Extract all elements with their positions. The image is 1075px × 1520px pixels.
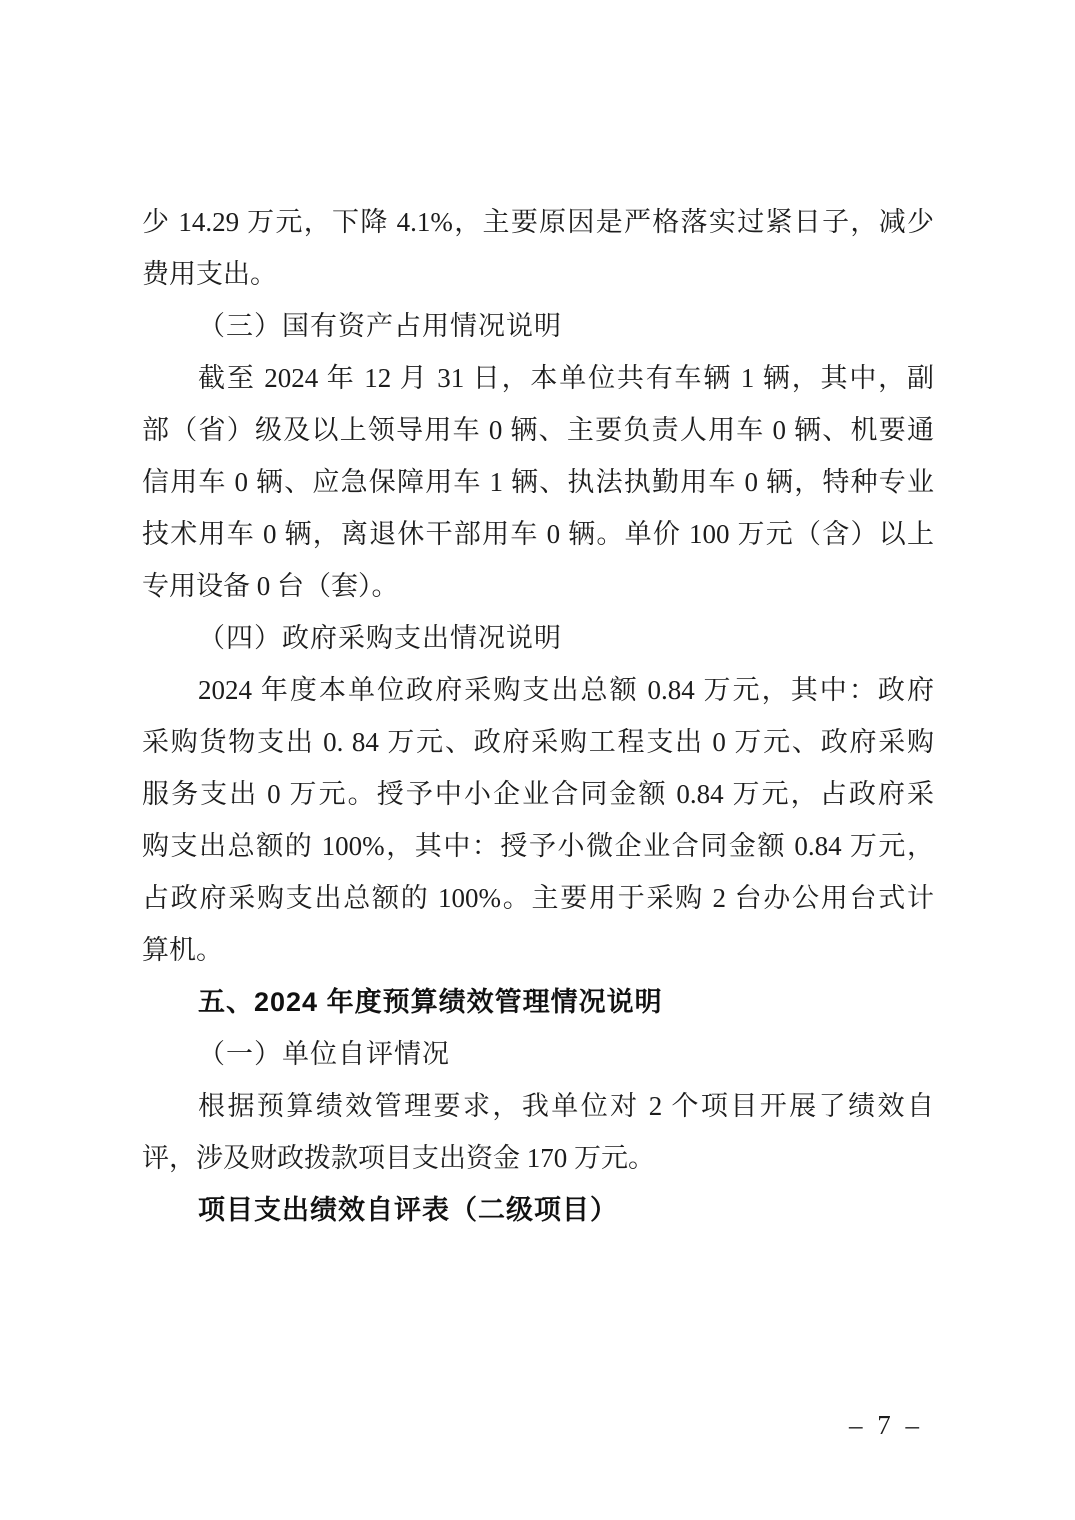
- text-line: 专用设备 0 台（套）。: [142, 571, 399, 601]
- text-line: 五、2024 年度预算绩效管理情况说明: [198, 987, 663, 1017]
- text-line: 截至 2024 年 12 月 31 日，本单位共有车辆 1 辆，其中，副: [198, 363, 934, 393]
- text-line: 算机。: [142, 935, 223, 965]
- text-line: 服务支出 0 万元。授予中小企业合同金额 0.84 万元，占政府采: [142, 779, 934, 809]
- text-line: 占政府采购支出总额的 100%。主要用于采购 2 台办公用台式计: [142, 883, 934, 913]
- text-line: 部（省）级及以上领导用车 0 辆、主要负责人用车 0 辆、机要通: [142, 415, 934, 445]
- text-line: 少 14.29 万元，下降 4.1%，主要原因是严格落实过紧日子，减少: [142, 207, 934, 237]
- text-line: 费用支出。: [142, 259, 277, 289]
- text-line: 采购货物支出 0. 84 万元、政府采购工程支出 0 万元、政府采购: [142, 727, 934, 757]
- page-number: – 7 –: [849, 1410, 923, 1440]
- text-line: 根据预算绩效管理要求，我单位对 2 个项目开展了绩效自: [198, 1091, 934, 1121]
- text-line: （四）政府采购支出情况说明: [198, 623, 562, 653]
- text-line: （三）国有资产占用情况说明: [198, 311, 562, 341]
- document-body: [142, 196, 934, 1236]
- text-line: 2024 年度本单位政府采购支出总额 0.84 万元，其中：政府: [198, 675, 934, 705]
- text-line: 购支出总额的 100%，其中：授予小微企业合同金额 0.84 万元，: [142, 831, 934, 861]
- text-line: （一）单位自评情况: [198, 1039, 450, 1069]
- text-line: 评，涉及财政拨款项目支出资金 170 万元。: [142, 1143, 655, 1173]
- text-line: 项目支出绩效自评表（二级项目）: [198, 1195, 618, 1225]
- text-line: 技术用车 0 辆，离退休干部用车 0 辆。单价 100 万元（含）以上: [142, 519, 934, 549]
- text-line: 信用车 0 辆、应急保障用车 1 辆、执法执勤用车 0 辆，特种专业: [142, 467, 934, 497]
